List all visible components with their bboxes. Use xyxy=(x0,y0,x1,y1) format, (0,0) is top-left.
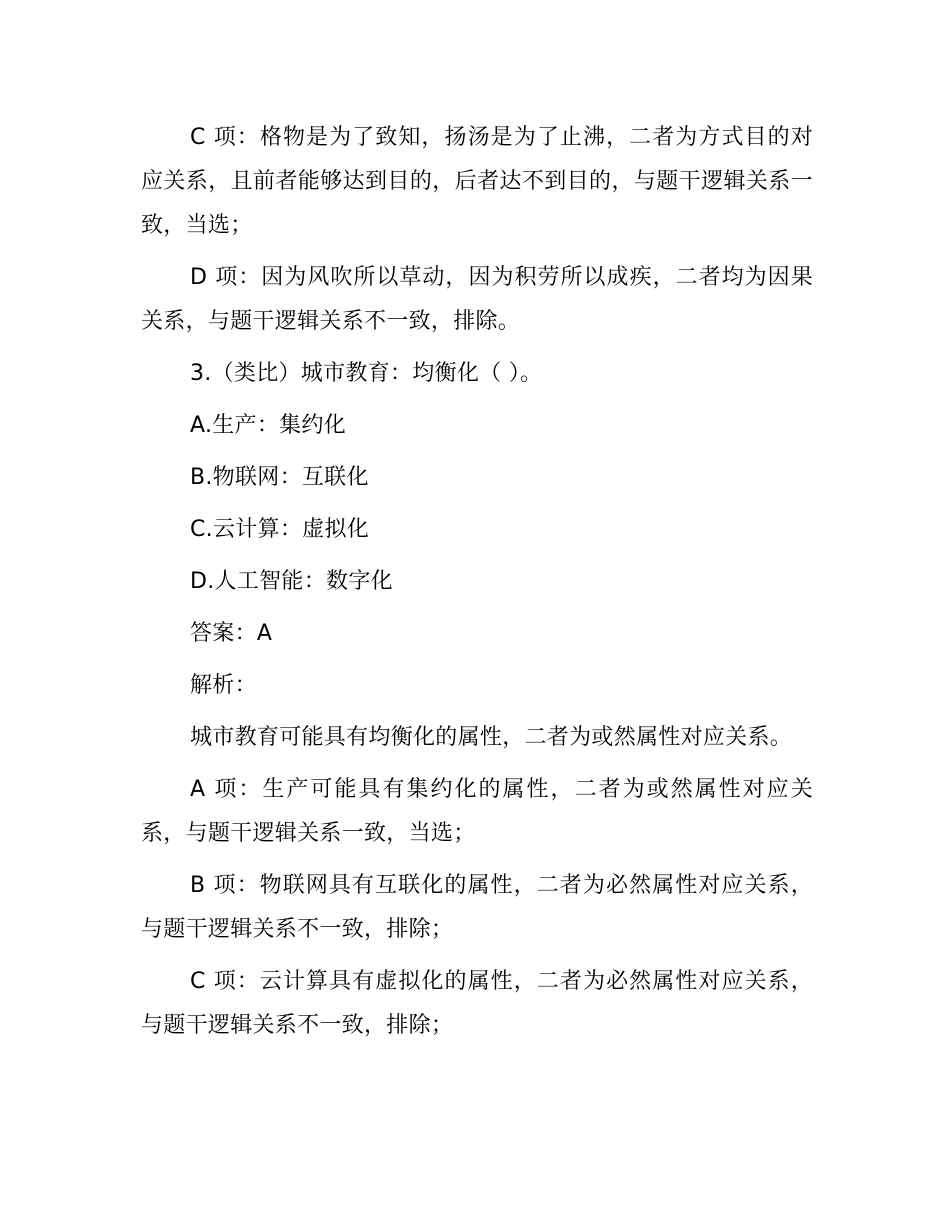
option-d-explanation-prev: D 项：因为风吹所以草动，因为积劳所以成疾，二者均为因果关系，与题干逻辑关系不一致，排除。 xyxy=(141,265,813,334)
analysis-option-c: C 项：云计算具有虚拟化的属性，二者为必然属性对应关系，与题干逻辑关系不一致，排除； xyxy=(141,969,813,1038)
answer: 答案：A xyxy=(190,621,273,646)
analysis-heading: 解析： xyxy=(190,673,257,698)
option-c: C.云计算：虚拟化 xyxy=(190,517,370,542)
document-page xyxy=(141,116,813,1056)
question-3-stem: 3.（类比）城市教育：均衡化（ ）。 xyxy=(190,361,543,386)
analysis-option-a: A 项：生产可能具有集约化的属性，二者为或然属性对应关系，与题干逻辑关系一致，当选； xyxy=(141,777,813,846)
option-b: B.物联网：互联化 xyxy=(190,465,369,490)
option-c-explanation-prev: C 项：格物是为了致知，扬汤是为了止沸，二者为方式目的对应关系，且前者能够达到目的，后者达不到目的，与题干逻辑关系一致，当选； xyxy=(141,125,813,238)
option-d: D.人工智能：数字化 xyxy=(190,569,393,594)
option-a: A.生产：集约化 xyxy=(190,413,347,438)
analysis-option-b: B 项：物联网具有互联化的属性，二者为必然属性对应关系，与题干逻辑关系不一致，排除； xyxy=(141,873,813,942)
analysis-stem: 城市教育可能具有均衡化的属性，二者为或然属性对应关系。 xyxy=(190,725,793,750)
